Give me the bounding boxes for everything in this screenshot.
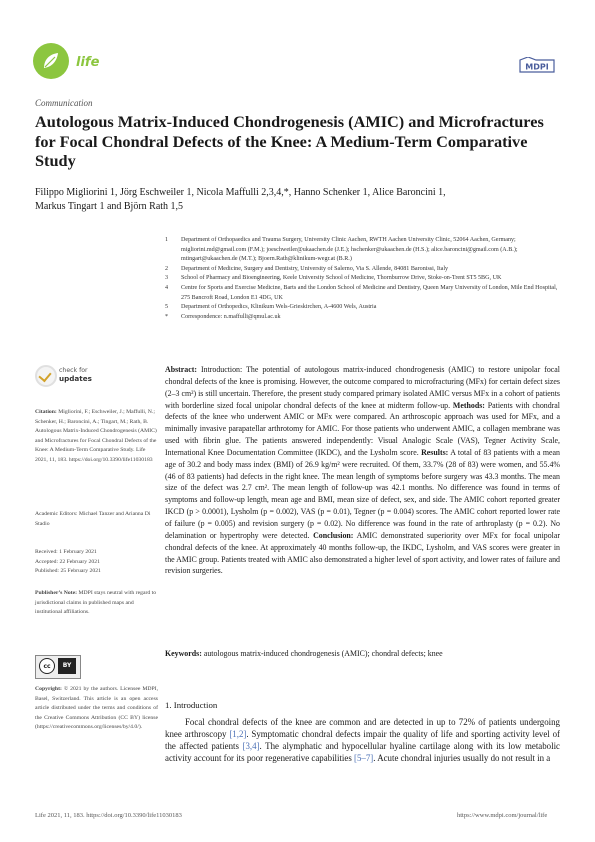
citation — [35, 408, 157, 465]
journal-logo-icon — [33, 43, 69, 79]
affiliation-text: Centre for Sports and Exercise Medicine, Barts and the London School of Medicine and Dentistry, Queen Mary University of London, Mile End Hospital, 275 Bancroft Road, London E1 4DG, UK — [181, 284, 558, 301]
affiliation-text: Department of Orthopedics, Klinikum Wels-Grieskirchen, A-4600 Wels, Austria — [181, 304, 377, 311]
copyright-text: © 2021 by the authors. Licensee MDPI, Basel, Switzerland. This article is an open access article distributed under the terms and conditions of the Creative Commons Attribution (CC BY) license (https://creativecommons.org/licenses/by/4.0/). — [35, 686, 158, 731]
check-for-updates-link[interactable] — [59, 367, 92, 384]
footer-citation[interactable]: Life 2021, 11, 183. https://doi.org/10.3390/life11030183 — [35, 812, 182, 819]
check-for-updates-line: check for — [59, 367, 88, 374]
affiliation — [165, 284, 565, 303]
accepted-date: Accepted: 22 February 2021 — [35, 558, 100, 565]
affiliation-number: 2 — [165, 265, 169, 272]
author-list — [35, 186, 560, 214]
affiliation-text: Department of Medicine, Surgery and Dentistry, University of Salerno, Via S. Allende, 84081 Baronissi, Italy — [181, 265, 449, 272]
keywords — [165, 648, 560, 659]
publisher-note-text: MDPI stays neutral with regard to jurisdictional claims in published maps and institutional affiliations. — [35, 590, 157, 616]
intro-text: Focal chondral defects of the knee are common and are detected in up to 72% of patients undergoing knee arthroscopy — [165, 717, 560, 740]
publisher-note-label: Publisher’s Note: — [35, 590, 78, 596]
cc-by-license-icon[interactable] — [35, 655, 81, 679]
author-line: Filippo Migliorini 1, Jörg Eschweiler 1, Nicola Maffulli 2,3,4,*, Hanno Schenker 1, Alice Baroncini 1, — [35, 187, 446, 198]
intro-text: . Acute chondral injuries usually do not result in a — [373, 753, 551, 764]
received-date: Received: 1 February 2021 — [35, 549, 97, 555]
correspondence — [165, 313, 565, 323]
publisher-name: MDPI — [525, 62, 549, 72]
citation-label: Citation: — [35, 409, 57, 415]
citation-link[interactable]: [3,4] — [242, 741, 260, 752]
publication-dates — [35, 548, 157, 577]
affiliation — [165, 236, 565, 265]
citation-text: Migliorini, F.; Eschweiler, J.; Maffulli, N.; Schenker, H.; Baroncini, A.; Tingart, M.; Rath, B. Autologous Matrix-Induced Chondrogenesis (AMIC) and Microfractures for Focal Chondral Defects of the Knee: A Medium-Term Comparative Study. Life 2021, 11, 183. https://doi.org/10.3390/life11030183 — [35, 409, 157, 463]
affiliation-number: 1 — [165, 237, 169, 243]
journal-name: life — [76, 55, 100, 70]
abstract-results-label: Results: — [421, 447, 449, 457]
article-type: Communication — [35, 98, 93, 108]
affiliation — [165, 265, 565, 275]
published-date: Published: 25 February 2021 — [35, 568, 101, 575]
affiliations — [165, 236, 565, 322]
abstract-conclusion: AMIC demonstrated superiority over MFx for focal unipolar chondral defects of the knee. At approximately 40 months follow-up, the IKDC, Lysholm, and VAS scores were greater in the AMIC group. Patients treated with AMIC also demonstrated a higher level of sport activity, and lower rates of failure and revision surgeries. — [165, 530, 560, 576]
check-for-updates-line: updates — [59, 374, 92, 383]
citation-link[interactable]: [1,2] — [229, 729, 247, 740]
abstract-intro: The potential of autologous matrix-induced chondrogenesis (AMIC) to restore unipolar focal chondral defects of the knee is promising. However, the outcome compared to microfracturing (MFx) for certain defect sizes (2–3 cm²) is still uncertain. Therefore, the present study compared primary isolated AMIC versus MFx in a cohort of patients with borderline sized focal unipolar chondral defects of the knee at midterm follow-up. — [165, 365, 560, 410]
abstract-label: Abstract: — [165, 365, 197, 374]
affiliation-number: 3 — [165, 275, 169, 282]
affiliation — [165, 274, 565, 284]
publisher-note — [35, 589, 157, 618]
affiliation-number: 4 — [165, 284, 169, 291]
author-line: Markus Tingart 1 and Björn Rath 1,5 — [35, 201, 184, 212]
article-title: Autologous Matrix-Induced Chondrogenesis (AMIC) and Microfractures for Focal Chondral Defects of the Knee: A Medium-Term Comparative Study — [35, 112, 544, 170]
abstract — [165, 364, 560, 577]
affiliation-number: * — [165, 313, 169, 320]
abstract-results: A total of 83 patients with a mean age of 30.2 and body mass index (BMI) of 26.9 kg/m² were recruited. Of them, 33.7% (28 of 83) were women, and 55.4% (46 of 83 patients) had defects in the right knee. The mean length of symptoms before surgery was 43.3 months. The mean size of the defect was 2.7 cm². The mean length of follow-up was 42.1 months. No difference was found in terms of symptoms and follow-up length, mean age and BMI, mean size of defect, sex, and side. The AMIC cohort reported greater IKCD (p > 0.0001), Lysholm (p = 0.002), VAS (p = 0.01), Tegner (p = 0.004) scores. The AMIC cohort reported lower rate of failure (p = 0.005) and revision surgery (p = 0.02). No difference was found in the rate of arthroplasty (p = 0.2). No delamination or hypertrophy were detected. — [165, 447, 560, 540]
abstract-methods: Patients with chondral defects of the knee who underwent AMIC or MFx were compared. An arthroscopic approach was used for MFx, and a minimally invasive parapatellar arthrotomy for AMIC. For those patients who underwent AMIC, a collagen membrane was used with fibrin glue. The patients answered independently: Visual Analogic Scale (VAS), Tegner Activity Scale, International Knee Documentation Committee (IKDC), and the Lysholm score. — [165, 400, 560, 457]
affiliation-number: 5 — [165, 304, 169, 311]
keywords-label: Keywords: — [165, 649, 202, 658]
affiliation-text: Correspondence: n.maffulli@qmul.ac.uk — [181, 313, 281, 320]
affiliation-text: Department of Orthopaedics and Trauma Surgery, University Clinic Aachen, RWTH Aachen University Clinic, 52064 Aachen, Germany; migliorini.md@gmail.com (F.M.); joeschweiler@ukaachen.de (J.E.); hschenker@ukaachen.de (H.S.); alice.baroncini@gmail.com (A.B.); mtingart@ukaachen.de (M.T.); Bjoern.Rath@klinikum-wegr.at (B.R.) — [181, 237, 518, 263]
cc-icon: cc — [39, 658, 55, 674]
abstract-intro-label: Introduction: — [201, 365, 243, 374]
footer-journal-url[interactable]: https://www.mdpi.com/journal/life — [457, 812, 548, 819]
abstract-conclusion-label: Conclusion: — [313, 530, 354, 540]
affiliation-text: School of Pharmacy and Bioengineering, Keele University School of Medicine, Thornburrow Drive, Stoke-on-Trent ST5 5BG, UK — [181, 275, 502, 282]
check-for-updates-icon[interactable] — [35, 365, 57, 387]
affiliation — [165, 303, 565, 313]
intro-text: . Symptomatic chondral defects impair the quality of life and sporting activity level of the affected patients — [165, 729, 560, 752]
copyright-label: Copyright: — [35, 686, 62, 692]
intro-paragraph — [165, 716, 560, 764]
section-heading: 1. Introduction — [165, 700, 218, 710]
academic-editors: Academic Editors: Michael Tanzer and Arianna Di Stadio — [35, 511, 151, 527]
abstract-methods-label: Methods: — [452, 400, 485, 410]
by-icon: BY — [58, 658, 76, 674]
copyright — [35, 685, 158, 733]
mdpi-logo-icon — [518, 57, 556, 73]
intro-text: . The alymphatic and hypocellular hyaline cartilage along with its low metabolic activity account for its poor regenerative capabilities — [165, 741, 560, 764]
keywords-text: autologous matrix-induced chondrogenesis (AMIC); chondral defects; knee — [203, 649, 443, 658]
citation-link[interactable]: [5–7] — [354, 753, 374, 764]
